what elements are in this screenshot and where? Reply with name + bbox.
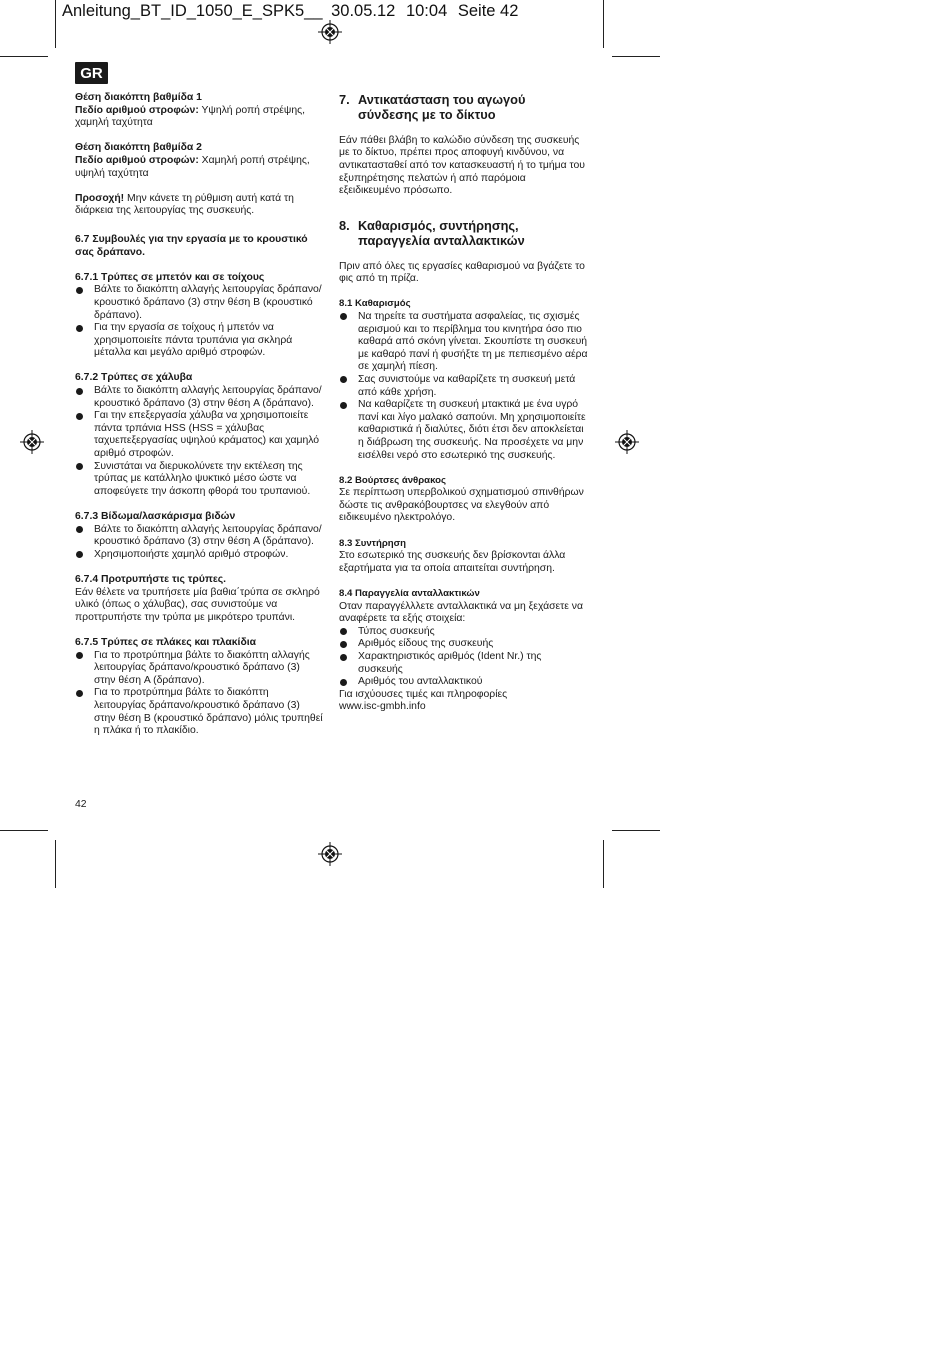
- section-8-4-footer-1: Για ισχύουσες τιμές και πληροφορίες: [339, 688, 508, 700]
- section-7-text: Εάν πάθει βλάβη το καλώδιο σύνδεση της συσκευής με το δίκτυο, πρέπει προς αποφυγή κινδύνου, να αντικατασταθεί από τον κατασκευαστή ή το τμήμα του εξυπηρέτησης πελατών ή από παρόμοια εξειδικευμένο πρόσωπο.: [339, 134, 585, 197]
- pos2-title: Θέση διακόπτη βαθμίδα 2: [75, 142, 202, 154]
- header-date: 30.05.12: [331, 2, 396, 20]
- caution-note: [75, 193, 323, 218]
- section-6-7-1-list: [75, 284, 323, 360]
- section-6-7-4-title: 6.7.4 Προτρυπήστε τις τρύπες.: [75, 573, 227, 585]
- list-item: Γαι την επεξεργασία χάλυβα να χρησιμοποιείτε πάντα τρπάνια HSS (HSS = χάλυβας ταχυεπεξεργασίας υψηλού κράματος) και χαμηλό αριθμό στροφών.: [75, 410, 323, 460]
- header-page: Seite 42: [457, 2, 519, 20]
- list-item: Χρησιμοποιήστε χαμηλό αριθμό στροφών.: [75, 549, 323, 562]
- section-8-4: [339, 588, 589, 714]
- list-item: Να τηρείτε τα συστήματα ασφαλείας, τις σχισμές αερισμού και το περίβλημα του κινητήρα όσο πιο καθαρά από σκόνη γίνεται. Σκουπίστε τη συσκευή με καθαρό πανί ή φυσήξτε τη με πεπιεσμένο αέρα σε χαμηλή πίεση.: [339, 311, 589, 374]
- section-6-7-5-list: [75, 650, 323, 738]
- section-8-text: Πριν από όλες τις εργασίες καθαρισμού να βγάζετε το φις από τη πρίζα.: [339, 260, 585, 285]
- list-item: Σας συνιστούμε να καθαρίζετε τη συσκευή μετά από κάθε χρήση.: [339, 374, 589, 399]
- pos2-text: Χαμηλή ροπή στρέψης, υψηλή ταχύτητα: [75, 154, 310, 179]
- pos1-text: Υψηλή ροπή στρέψης, χαμηλή ταχύτητα: [75, 104, 305, 129]
- section-6-7-title: 6.7 Συμβουλές για την εργασία με το κρουστικό σας δράπανο.: [75, 233, 308, 258]
- section-8-4-title: 8.4 Παραγγελία ανταλλακτικών: [339, 588, 480, 600]
- switch-position-2: [75, 142, 323, 180]
- section-8-heading: [339, 218, 589, 249]
- section-6-7-3-title: 6.7.3 Βίδωμα/λασκάρισμα βιδών: [75, 511, 236, 522]
- section-7-number: 7.: [339, 92, 350, 107]
- crop-mark: [603, 0, 604, 48]
- section-8-4-text: Οταν παραγγέλλλετε ανταλλακτικά να μη ξεχάσετε να αναφέρετε τα εξής στοιχεία:: [339, 600, 583, 625]
- section-8-2: [339, 475, 589, 525]
- list-item: Χαρακτηριστικός αριθμός (Ident Nr.) της συσκευής: [339, 651, 589, 676]
- header-time: 10:04: [405, 2, 448, 20]
- section-8-4-list: [339, 626, 589, 689]
- section-6-7-5-title: 6.7.5 Τρύπες σε πλάκες και πλακίδια: [75, 636, 257, 648]
- caution-label: Προσοχή!: [75, 192, 125, 204]
- section-6-7-4-text: Εάν θέλετε να τρυπήσετε μία βαθια΄τρύπα σε σκληρό υλικό (όπως ο χάλυβας), σας συνιστούμε να προττρυπήστε την τρύπα με μικρότερο τρυπάνι.: [75, 586, 320, 623]
- section-6-7-2-title: 6.7.2 Τρύπες σε χάλυβα: [75, 372, 193, 384]
- pos1-label: Πεδίο αριθμού στροφών:: [75, 104, 199, 116]
- section-6-7-5: [75, 637, 323, 738]
- section-8-number: 8.: [339, 217, 350, 233]
- section-6-7-2: [75, 372, 323, 498]
- section-8-2-text: Σε περίπτωση υπερβολικού σχηματισμού σπινθήρων δώστε τις ανθρακόβουρτσες να ελεγθούν από ειδικευμένο ηλεκτρολόγο.: [339, 487, 584, 524]
- page-number: 42: [75, 799, 87, 810]
- registration-mark-icon: [615, 430, 639, 454]
- list-item: Βάλτε το διακόπτη αλλαγής λειτουργίας δράπανο/κρουστικό δράπανο (3) στην θέση A (δράπανο).: [75, 524, 323, 549]
- section-6-7-2-list: [75, 385, 323, 498]
- section-8-3: [339, 538, 589, 576]
- section-8-1: [339, 298, 589, 462]
- website-url: www.isc-gmbh.info: [339, 701, 426, 713]
- section-8-3-text: Στο εσωτερικό της συσκευής δεν βρίσκονται άλλα εξαρτήματα για τα οποία απαιτείται συντήρηση.: [339, 550, 566, 574]
- list-item: Να καθαρίζετε τη συσκευή μτακτικά με ένα υγρό πανί και λίγο μαλακό σαπούνι. Μη χρησιμοποιείτε καθαριστικά ή διαλύτες, διότι έτσι δεν αποκλείεται η διάβρωση της συσκευής. Να προσέχετε να μην εισέλθει νερό στο εσωτερικό της συσκευής.: [339, 399, 589, 462]
- list-item: Αριθμός του ανταλλακτικού: [339, 676, 589, 689]
- section-8-title: Καθαρισμός, συντήρησης, παραγγελία ανταλλακτικών: [358, 217, 525, 249]
- list-item: Βάλτε το διακόπτη αλλαγής λειτουργίας δράπανο/κρουστικό δράπανο (3) στην θέση A (δράπανο).: [75, 385, 323, 410]
- registration-mark-icon: [318, 20, 342, 44]
- list-item: Τύπος συσκευής: [339, 626, 589, 639]
- crop-mark: [603, 840, 604, 888]
- list-item: Για το προτρύπημα βάλτε το διακόπτη λειτουργίας δράπανο/κρουστικό δράπανο (3) στην θέση B (κρουστικό δράπανο) μόλις τρυπηθεί η πλάκα ή το πλακίδιο.: [75, 687, 323, 737]
- section-8-3-title: 8.3 Συντήρηση: [339, 537, 407, 549]
- crop-mark: [0, 830, 48, 831]
- pos2-body: [75, 155, 323, 180]
- caution-text: Μην κάνετε τη ρύθμιση αυτή κατά τη διάρκεια της λειτουργίας της συσκευής.: [75, 192, 294, 217]
- header-slug: Anleitung_BT_ID_1050_E_SPK5__: [62, 2, 323, 20]
- section-6-7-3: [75, 511, 323, 561]
- section-7-title: Αντικατάσταση του αγωγού σύνδεσης με το δίκτυο: [358, 92, 526, 123]
- left-column: [75, 92, 323, 750]
- section-8-1-list: [339, 311, 589, 462]
- list-item: Βάλτε το διακόπτη αλλαγής λειτουργίας δράπανο/κρουστικό δράπανο (3) στην θέση B (κρουστικό δράπανο).: [75, 284, 323, 322]
- crop-mark: [612, 56, 660, 57]
- section-6-7-4: [75, 574, 323, 624]
- list-item: Για το προτρύπημα βάλτε το διακόπτη αλλαγής λειτουργίας δράπανο/κρουστικό δράπανο (3) στην θέση A (δράπανο).: [75, 650, 323, 688]
- crop-mark: [55, 0, 56, 48]
- right-column: [339, 92, 589, 727]
- registration-mark-icon: [318, 842, 342, 866]
- language-badge: GR: [75, 62, 108, 84]
- crop-mark: [0, 56, 48, 57]
- list-item: Αριθμός είδους της συσκευής: [339, 638, 589, 651]
- pos2-label: Πεδίο αριθμού στροφών:: [75, 154, 199, 166]
- section-8-1-title: 8.1 Καθαρισμός: [339, 298, 411, 310]
- pos1-title: Θέση διακόπτη βαθμίδα 1: [75, 92, 202, 103]
- section-6-7-1-title: 6.7.1 Τρύπες σε μπετόν και σε τοίχους: [75, 271, 265, 283]
- crop-mark: [55, 840, 56, 888]
- list-item: Συνιστάται να διερυκολύνετε την εκτέλεση της τρύπας με κατάλληλο ψυκτικό μέσο ώστε να αποφεύγετε την άσκοπη φθορά του τρυπανιού.: [75, 461, 323, 499]
- section-8-2-title: 8.2 Βούρτσες άνθρακος: [339, 474, 446, 486]
- print-header: [62, 2, 518, 21]
- section-6-7-1: [75, 272, 323, 360]
- section-6-7-3-list: [75, 524, 323, 562]
- crop-mark: [612, 830, 660, 831]
- list-item: Για την εργασία σε τοίχους ή μπετόν να χρησιμοποιείτε πάντα τρυπάνια για σκληρά μέταλλα και μεγάλο αριθμό στροφών.: [75, 322, 323, 360]
- section-7-heading: [339, 92, 589, 123]
- switch-position-1: [75, 92, 323, 130]
- pos1-body: [75, 105, 323, 130]
- registration-mark-icon: [20, 430, 44, 454]
